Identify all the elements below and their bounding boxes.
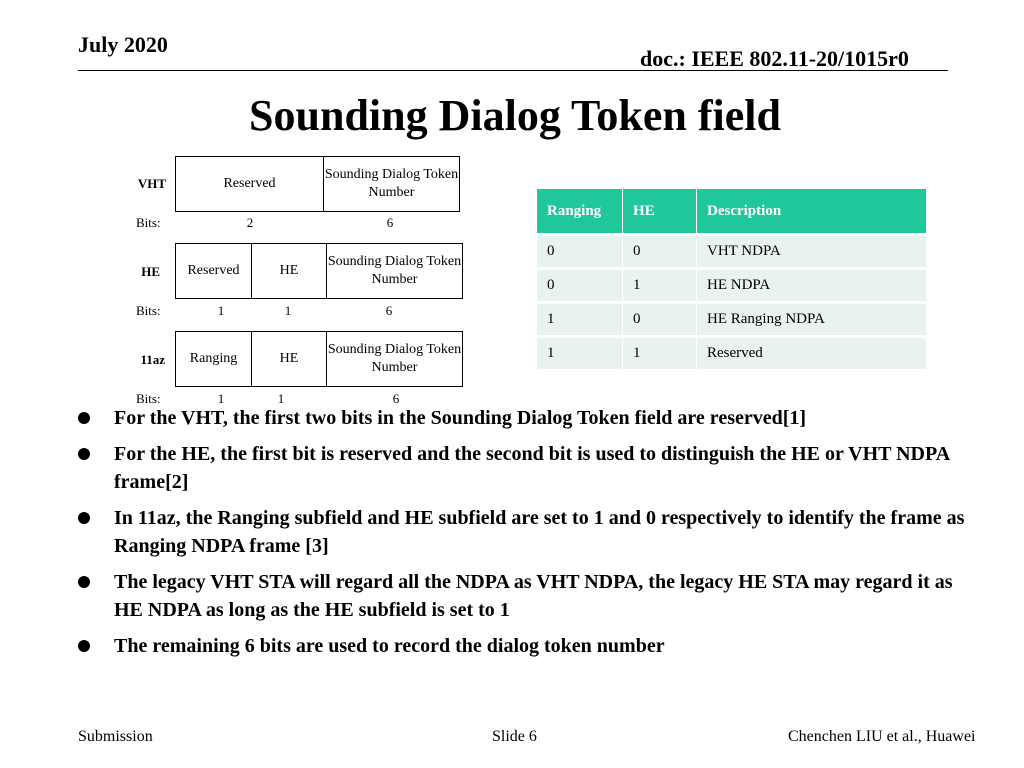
- table-cell: 0: [537, 270, 623, 301]
- header-date: July 2020: [78, 32, 168, 57]
- table-cell: 1: [623, 338, 697, 369]
- table-row: [537, 304, 927, 335]
- az-bits-label: Bits:: [136, 391, 161, 406]
- bullet-icon: [78, 448, 90, 460]
- table-header-he: HE: [623, 189, 697, 233]
- table-row: [537, 338, 927, 369]
- table-cell: 1: [623, 270, 697, 301]
- az-row-label: 11az: [140, 352, 165, 367]
- bullet-text: In 11az, the Ranging subfield and HE subfield are set to 1 and 0 respectively to identify the frame as Ranging NDPA frame [3]: [114, 507, 965, 557]
- vht-token-field: Sounding Dialog Token Number: [323, 156, 460, 212]
- bullet-text: For the HE, the first bit is reserved and the second bit is used to distinguish the HE or VHT NDPA frame[2]: [114, 443, 950, 493]
- footer-submission: Submission: [78, 728, 153, 745]
- footer-slide-number: Slide 6: [492, 728, 537, 745]
- bullet-icon: [78, 412, 90, 424]
- bullet-icon: [78, 640, 90, 652]
- bullet-icon: [78, 576, 90, 588]
- vht-row-label: VHT: [137, 176, 166, 191]
- vht-bits-reserved: 2: [246, 215, 254, 230]
- az-bits-ranging: 1: [217, 391, 225, 406]
- table-cell: HE Ranging NDPA: [697, 304, 927, 335]
- table-cell: 0: [537, 236, 623, 267]
- ranging-table: [537, 186, 927, 372]
- az-token-field: Sounding Dialog Token Number: [326, 331, 463, 387]
- list-item: [78, 440, 978, 496]
- bullet-text: For the VHT, the first two bits in the Sounding Dialog Token field are reserved[1]: [114, 407, 807, 429]
- table-header-row: [537, 189, 927, 233]
- az-ranging-field: Ranging: [175, 331, 251, 387]
- header-divider: [78, 70, 948, 71]
- table-cell: 1: [537, 304, 623, 335]
- bullet-text: The legacy VHT STA will regard all the NDPA as VHT NDPA, the legacy HE STA may regard it as HE NDPA as long as the HE subfield is set to 1: [114, 571, 953, 621]
- table-cell: Reserved: [697, 338, 927, 369]
- list-item: [78, 404, 978, 432]
- vht-reserved-field: Reserved: [175, 156, 323, 212]
- bullet-list: [78, 404, 978, 668]
- table-cell: HE NDPA: [697, 270, 927, 301]
- table-row: [537, 236, 927, 267]
- list-item: [78, 632, 978, 660]
- table-row: [537, 270, 927, 301]
- table-cell: VHT NDPA: [697, 236, 927, 267]
- list-item: [78, 568, 978, 624]
- slide-title: Sounding Dialog Token field: [249, 91, 781, 140]
- he-bits-token: 6: [385, 303, 393, 318]
- table-header-description: Description: [697, 189, 927, 233]
- he-reserved-field: Reserved: [175, 243, 251, 299]
- vht-bits-token: 6: [386, 215, 394, 230]
- he-row-label: HE: [141, 264, 160, 279]
- he-bits-reserved: 1: [217, 303, 225, 318]
- table-cell: 1: [537, 338, 623, 369]
- he-bits-label: Bits:: [136, 303, 161, 318]
- table-cell: 0: [623, 236, 697, 267]
- bullet-text: The remaining 6 bits are used to record the dialog token number: [114, 635, 665, 657]
- he-bits-he: 1: [284, 303, 292, 318]
- az-bits-token: 6: [392, 391, 400, 406]
- footer-author: Chenchen LIU et al., Huawei: [788, 728, 976, 745]
- he-token-field: Sounding Dialog Token Number: [326, 243, 463, 299]
- he-he-field: HE: [251, 243, 326, 299]
- header-doc-id: doc.: IEEE 802.11-20/1015r0: [640, 46, 909, 71]
- bullet-icon: [78, 512, 90, 524]
- az-he-field: HE: [251, 331, 326, 387]
- table-header-ranging: Ranging: [537, 189, 623, 233]
- list-item: [78, 504, 978, 560]
- table-cell: 0: [623, 304, 697, 335]
- vht-bits-label: Bits:: [136, 215, 161, 230]
- az-bits-he: 1: [277, 391, 285, 406]
